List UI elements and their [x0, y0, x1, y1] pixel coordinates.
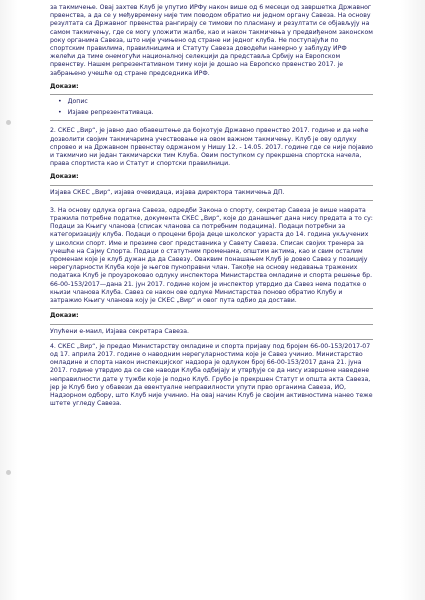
- item-2: 2. СКЕС „Вир“, је јавно дао обавештење да бојкотује Државно првенство 2017. године и да неће дозволити својим такмичарима учествовање на овом важном такмичењу. Клуб је ову одлуку спровео и на Државном првенству одржаном у Нишу 12. - 14.05. 2017. године где се није појавио и такмичио ни један такмичарски тим Клуба. Овим поступком су прекршена спортска начела, права спортиста као и Статут и спортски правилници.: [50, 127, 373, 168]
- divider: [50, 308, 373, 309]
- evidence-heading-1: Докази:: [50, 82, 79, 90]
- item-4: 4. СКЕС „Вир“, је предао Министарству омладине и спорта пријаву под бројем 66-00-153/2017-07 од 17. априла 2017. године о наводним нерегуларностима које је Савез учинио. Министарство омладине и спорта након инспекцијског надзора је одлуком број 66-00-153/2017 дана 21. јуна 2017. године утврдио да се све наводи Клуба одбијају и утврђује се да нису извршене наведене неправилности дате у тужби које је подно Клуб. Грубо је прекршен Статут и општа акта Савеза, јер је Клуб био у обавези да евентуалне неправилности упути прво органима Савеза, ИО, Надзорном одбору, што Клуб није учинио. На овај начин Клуб је својим активностима нанео теже штете угледу Савеза.: [50, 342, 373, 408]
- divider: [50, 94, 373, 95]
- divider: [50, 339, 373, 340]
- evidence-text-2: Изјава СКЕС „Вир“, изјава очевидаца, изјава директора такмичења ДП.: [50, 188, 285, 196]
- divider: [50, 185, 373, 186]
- evidence-heading-3: Докази:: [50, 312, 79, 320]
- item-3: 3. На основу одлука органа Савеза, одредби Закона о спорту, секретар Савеза је више наврата тражила потребне податке, документа СКЕС „Вир“, које до данашњег дана нису предата а то су: Подаци за Књигу чланова (списак чланова са потребним подацима). Подаци потребни за категоризацију клуба. Подаци о процени броја деце школског узраста до 14. година укључених у школски спорт. Име и презиме свог представника у Савету Савеза. Списак својих тренера за учешће на Сајму Спорта. Подаци о статутним променама, општим актима, као и свим осталим променам које је клуб дужан да да Савезу. Оваквим понашањем Клуб је довео Савез у позицију нерегуларности Клуба које је његов пуноправни члан. Такође на основу недавања тражених података Клуб је проузроковао одлуку инспектора Министарства омладине и спорта решење бр. 66-00-153/2017—дана 21. јун 2017. године којом је инспектор утврдио да Савез нема податке о књизи чланова Клуба. Савез се након ове одлуке Министарства поново обратио Клубу и затражио Књигу чланова коју је СКЕС „Вир“ и овог пута одбио да достави.: [50, 206, 373, 305]
- punch-hole: [6, 120, 11, 125]
- evidence-bullet-2: • Изјаве репрезентативаца.: [50, 109, 373, 117]
- divider: [50, 324, 373, 325]
- paragraph-1: за такмичење. Овај захтев Клуб је упутио ИРФу након више од 6 месеци од завршетка Државног првенства, а да се у међувремену није тим поводом обратио ни једном органу Савеза. На основу резултата са Државног првенства рангирају се тимови по пласману и резултати се објављују на самом такмичењу, где се могу уложити жалбе, као и након такмичења у предвиђеном законском року органима Савеза, што није учињено од стране ни једног клуба. Не поступајући по спортским правилима, правилницима и Статуту Савеза доводећи намерно у заблуду ИРФ желећи да тиме онемогући националној селекцији да представља Србију на Европском првенству. Нашем репрезентативном тиму који је дошао на Европско првенство 2017. је забрањено учешће од стране председника ИРФ.: [50, 4, 373, 77]
- punch-hole: [6, 470, 11, 475]
- evidence-bullet-1: • Допис: [50, 98, 373, 106]
- divider: [50, 120, 373, 121]
- evidence-text-3: Упућени е-маил, Изјава секретара Савеза.: [50, 327, 189, 335]
- evidence-heading-2: Докази:: [50, 173, 79, 181]
- divider: [50, 200, 373, 201]
